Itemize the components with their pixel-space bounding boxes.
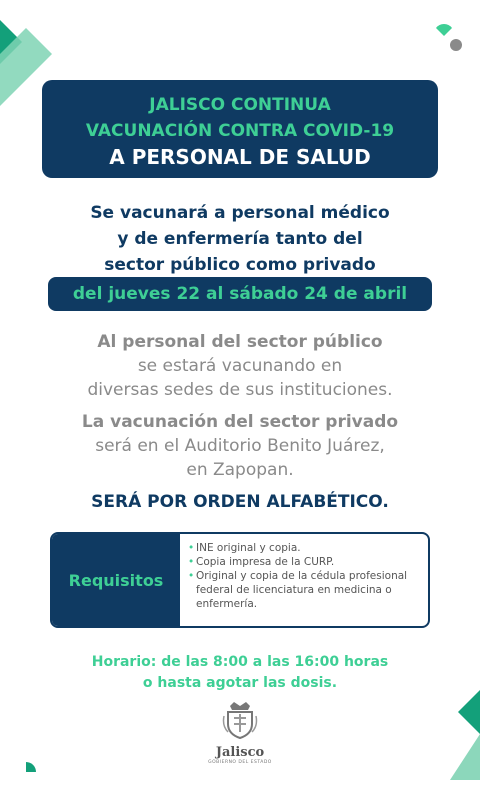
title-banner	[42, 80, 438, 178]
jalisco-coat-of-arms-icon	[220, 700, 260, 740]
requirement-item: • INE original y copia.	[188, 541, 422, 555]
schedule-text	[20, 652, 460, 694]
public-sector-line-1: Al personal del sector público	[97, 332, 383, 352]
jalisco-logo	[200, 700, 280, 765]
logo-name: Jalisco	[215, 745, 265, 760]
private-sector-line-2: será en el Auditorio Benito Juárez,	[95, 436, 385, 456]
private-sector-text	[20, 410, 460, 482]
logo-subtitle: GOBIERNO DEL ESTADO	[208, 760, 272, 765]
order-note: SERÁ POR ORDEN ALFABÉTICO.	[91, 492, 389, 512]
date-range-banner: del jueves 22 al sábado 24 de abril	[48, 277, 432, 311]
requirements-box	[50, 532, 430, 628]
intro-line-1: Se vacunará a personal médico	[90, 203, 390, 223]
bottom-right-decoration	[440, 690, 480, 782]
schedule-line-1: Horario: de las 8:00 a las 16:00 horas	[91, 654, 389, 670]
public-sector-text	[20, 330, 460, 402]
intro-line-2: y de enfermería tanto del	[117, 229, 363, 249]
title-line-3: A PERSONAL DE SALUD	[109, 145, 371, 169]
intro-text	[20, 200, 460, 278]
bottom-left-decoration	[26, 762, 38, 774]
requirement-item: • Original y copia de la cédula profesional federal de licenciatura en medicina o enfermería.	[188, 569, 422, 611]
schedule-line-2: o hasta agotar las dosis.	[142, 675, 338, 691]
private-sector-line-3: en Zapopan.	[186, 460, 294, 480]
requirement-item: • Copia impresa de la CURP.	[188, 555, 422, 569]
intro-line-3: sector público como privado	[104, 255, 376, 275]
title-line-1: JALISCO CONTINUA	[149, 95, 331, 115]
public-sector-line-2: se estará vacunando en	[137, 356, 343, 376]
public-sector-line-3: diversas sedes de sus instituciones.	[87, 380, 393, 400]
top-right-decoration	[428, 18, 468, 58]
requirements-label: Requisitos	[52, 534, 180, 626]
requirements-list	[180, 534, 428, 626]
private-sector-line-1: La vacunación del sector privado	[81, 412, 399, 432]
title-line-2: VACUNACIÓN CONTRA COVID-19	[85, 121, 395, 141]
